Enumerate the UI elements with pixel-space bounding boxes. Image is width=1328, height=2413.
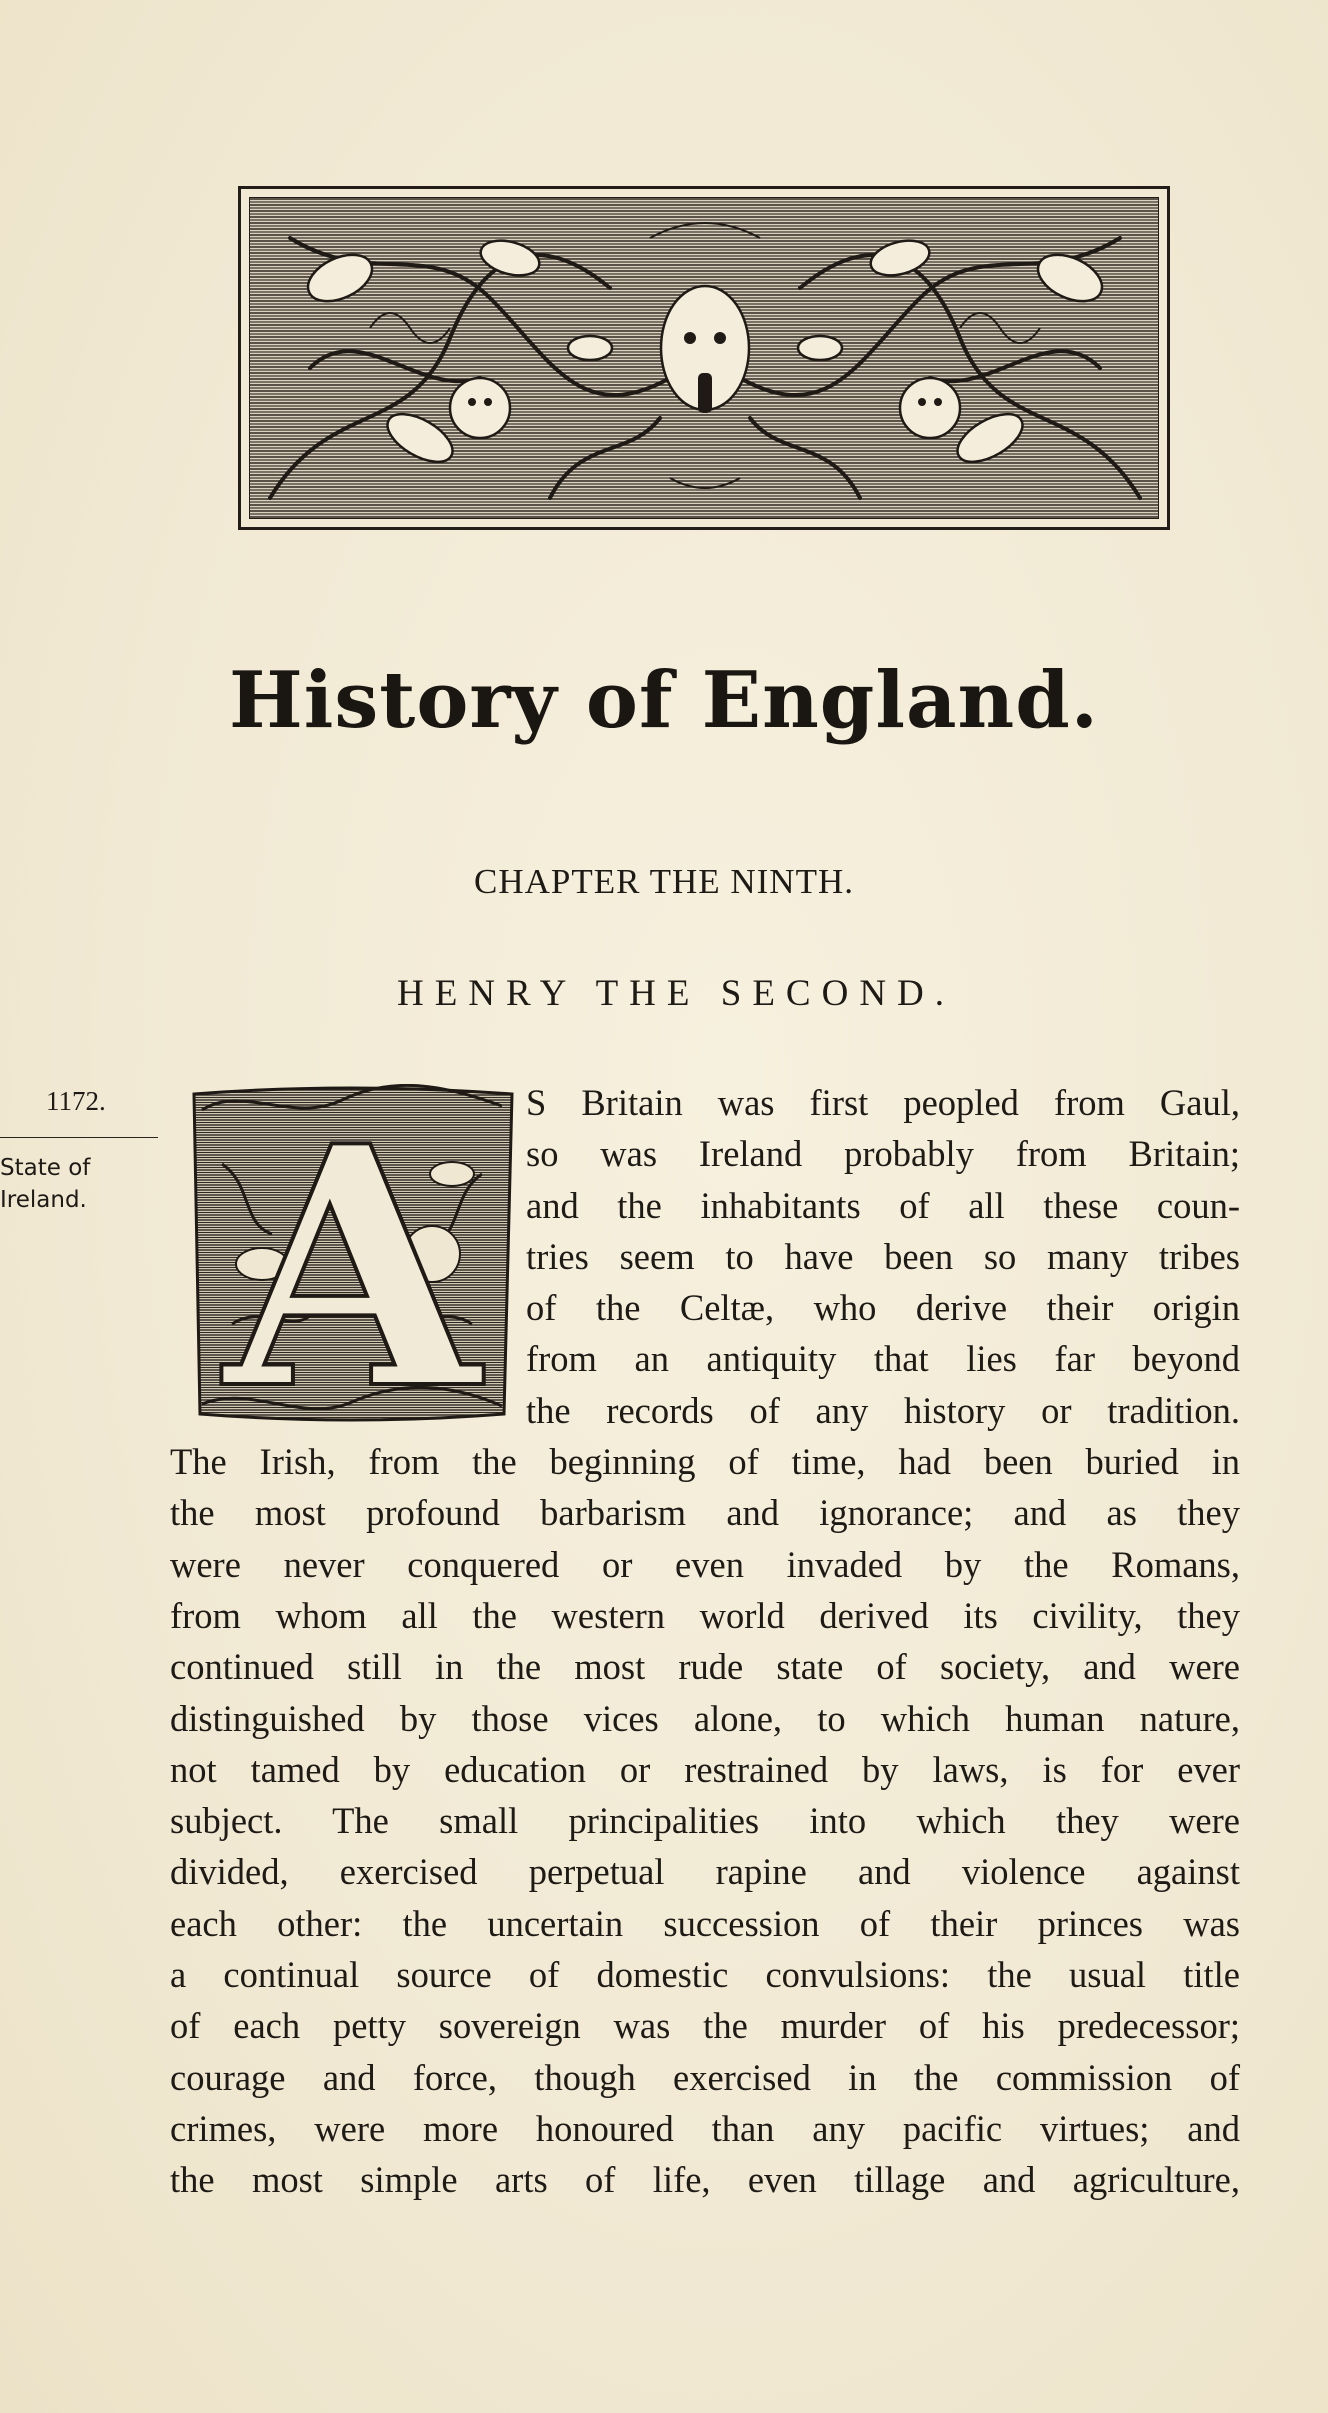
reign-title: HENRY THE SECOND. [396,973,956,1014]
text-line: a continual source of domestic convulsions: the usual title [170,1954,1240,1996]
text-line: were never conquered or even invaded by the Romans, [170,1543,1240,1585]
text-line: continued still in the most rude state of society, and were [170,1646,1240,1688]
headpiece-engraving [250,198,1159,519]
text-line: from whom all the western world derived its civility, they [170,1594,1240,1636]
foliage-headpiece-icon [238,186,1170,530]
text-line: the most simple arts of life, even tillage and agriculture, [170,2159,1240,2201]
text-line: each other: the uncertain succession of their princes was [170,1902,1240,1944]
margin-subject-line: Ireland. [0,1187,87,1214]
text-line: subject. The small principalities into which they were [170,1800,1240,1842]
text-line: from an antiquity that lies far beyond [526,1338,1240,1380]
margin-subject-line: State of [0,1155,91,1181]
text-line: the records of any history or tradition. [526,1389,1240,1431]
text-line: The Irish, from the beginning of time, had been buried in [170,1441,1240,1483]
text-line: so was Ireland probably from Britain; [526,1133,1240,1175]
text-line: the most profound barbarism and ignorance; and as they [170,1492,1240,1534]
text-line: of each petty sovereign was the murder of his predecessor; [170,2005,1240,2047]
dropcap-letter: A [223,1084,481,1434]
text-line: divided, exercised perpetual rapine and violence against [170,1851,1240,1893]
text-line: S Britain was first peopled from Gaul, [526,1082,1240,1123]
text-line: courage and force, though exercised in the commission of [170,2056,1240,2098]
chapter-title: CHAPTER THE NINTH. [474,862,854,901]
margin-subject-note [0,1152,110,1216]
text-line: crimes, were more honoured than any pacific virtues; and [170,2107,1240,2149]
text-line: of the Celtæ, who derive their origin [526,1287,1240,1329]
margin-divider [0,1137,158,1138]
book-title: History of England. [229,655,1099,746]
text-line: distinguished by those vices alone, to which human nature, [170,1697,1240,1739]
margin-year: 1172. [46,1086,106,1116]
text-line: not tamed by education or restrained by laws, is for ever [170,1748,1240,1790]
text-line: tries seem to have been so many tribes [526,1235,1240,1277]
text-line: and the inhabitants of all these coun- [526,1184,1240,1226]
body-paragraph [170,1077,1240,2206]
